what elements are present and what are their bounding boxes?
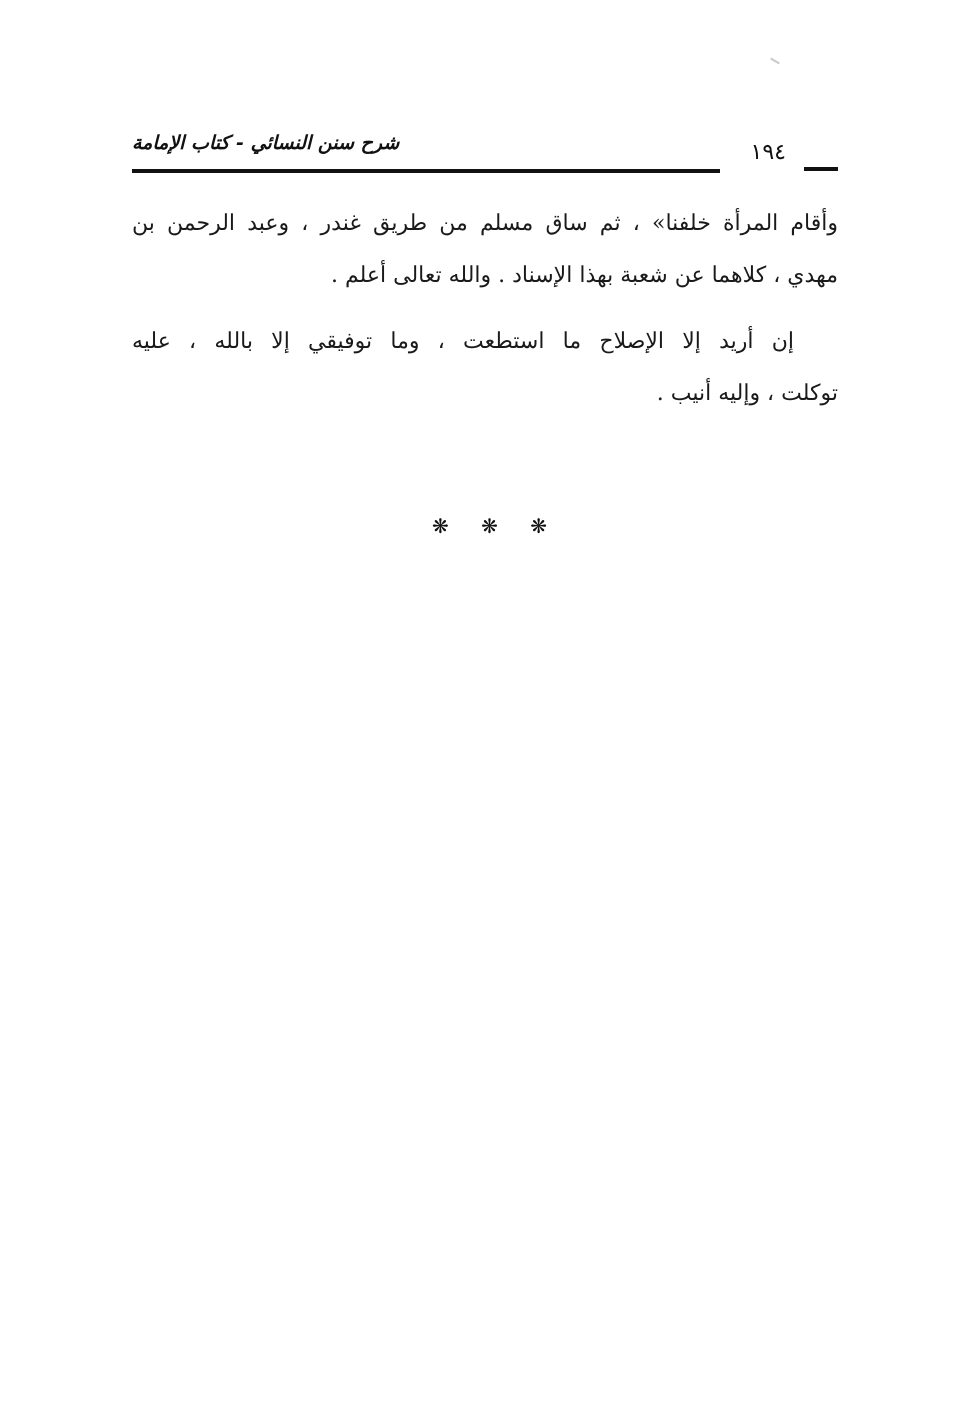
header-rule <box>132 169 720 173</box>
text-line: توكلت ، وإليه أنيب . <box>656 381 838 406</box>
header-dash <box>804 167 838 171</box>
asterism-icon: ❋ <box>481 514 498 538</box>
page-body <box>132 198 838 420</box>
text-line: مهدي ، كلاهما عن شعبة بهذا الإسناد . والله تعالى أعلم . <box>331 263 838 288</box>
asterism-icon: ❋ <box>530 514 547 538</box>
paragraph-gap <box>132 302 838 316</box>
paragraph-1 <box>132 198 838 302</box>
scan-artifact-mark <box>770 58 780 65</box>
text-line: إن أريد إلا الإصلاح ما استطعت ، وما توفيقي إلا بالله ، عليه <box>132 329 794 354</box>
running-header <box>132 130 838 174</box>
paragraph-2 <box>132 316 838 420</box>
section-separator <box>0 514 979 538</box>
text-line: وأقام المرأة خلفنا» ، ثم ساق مسلم من طريق غندر ، وعبد الرحمن بن <box>132 211 838 236</box>
asterism-icon: ❋ <box>431 514 449 538</box>
page-number: ١٩٤ <box>750 140 786 165</box>
running-header-title: شرح سنن النسائي - كتاب الإمامة <box>132 132 400 154</box>
